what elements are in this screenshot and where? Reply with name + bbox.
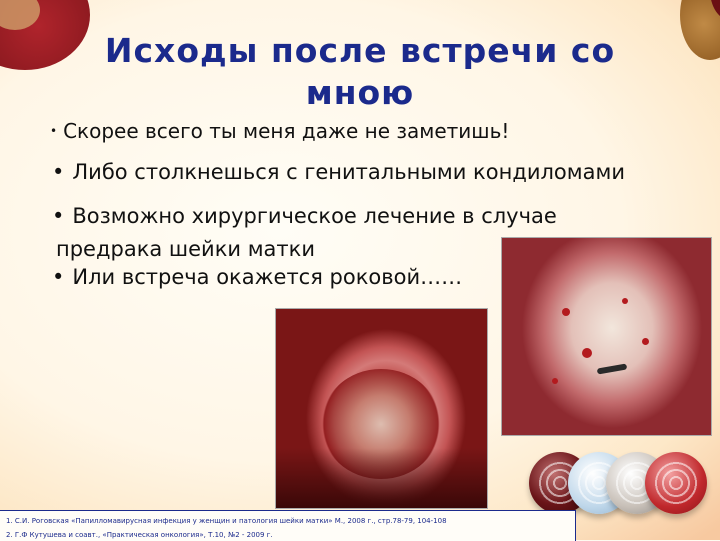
bullet-text: Скорее всего ты меня даже не заметишь! — [63, 119, 510, 143]
bullet-text: Или встреча окажется роковой…… — [72, 265, 463, 289]
lesion-spot — [562, 308, 570, 316]
lesion-spot — [582, 348, 592, 358]
bullet-icon: • — [50, 124, 58, 138]
bullet-icon: • — [52, 265, 65, 289]
bullet-icon: • — [52, 204, 65, 228]
shadow-area — [276, 448, 487, 508]
bullet-text-continuation: предрака шейки матки — [56, 237, 315, 261]
reference-2: 2. Г.Ф Кутушева и соавт., «Практическая онкология», Т.10, №2 - 2009 г. — [6, 531, 273, 539]
title-line-2: мною — [305, 73, 415, 112]
colposcopy-image-upper — [501, 237, 712, 436]
decorative-ball-red — [645, 452, 707, 514]
bullet-item-2 — [52, 160, 625, 184]
lesion-spot — [552, 378, 558, 384]
bullet-item-1 — [50, 119, 509, 143]
lesion-spot — [622, 298, 628, 304]
title-line-1: Исходы после встречи со — [104, 31, 616, 70]
bullet-text: Либо столкнешься с генитальными кондиломами — [72, 160, 625, 184]
references-box — [0, 510, 576, 541]
bullet-icon: • — [52, 160, 65, 184]
bullet-item-4 — [52, 265, 462, 289]
reference-1: 1. С.И. Роговская «Папилломавирусная инфекция у женщин и патология шейки матки» М., 2008 г., стр.78-79, 104-108 — [6, 517, 447, 525]
lesion-spot — [642, 338, 649, 345]
instrument — [597, 363, 628, 374]
slide-title — [60, 30, 660, 114]
bullet-item-3 — [52, 200, 557, 266]
bullet-text: Возможно хирургическое лечение в случае — [72, 204, 557, 228]
colposcopy-image-lower — [275, 308, 488, 509]
